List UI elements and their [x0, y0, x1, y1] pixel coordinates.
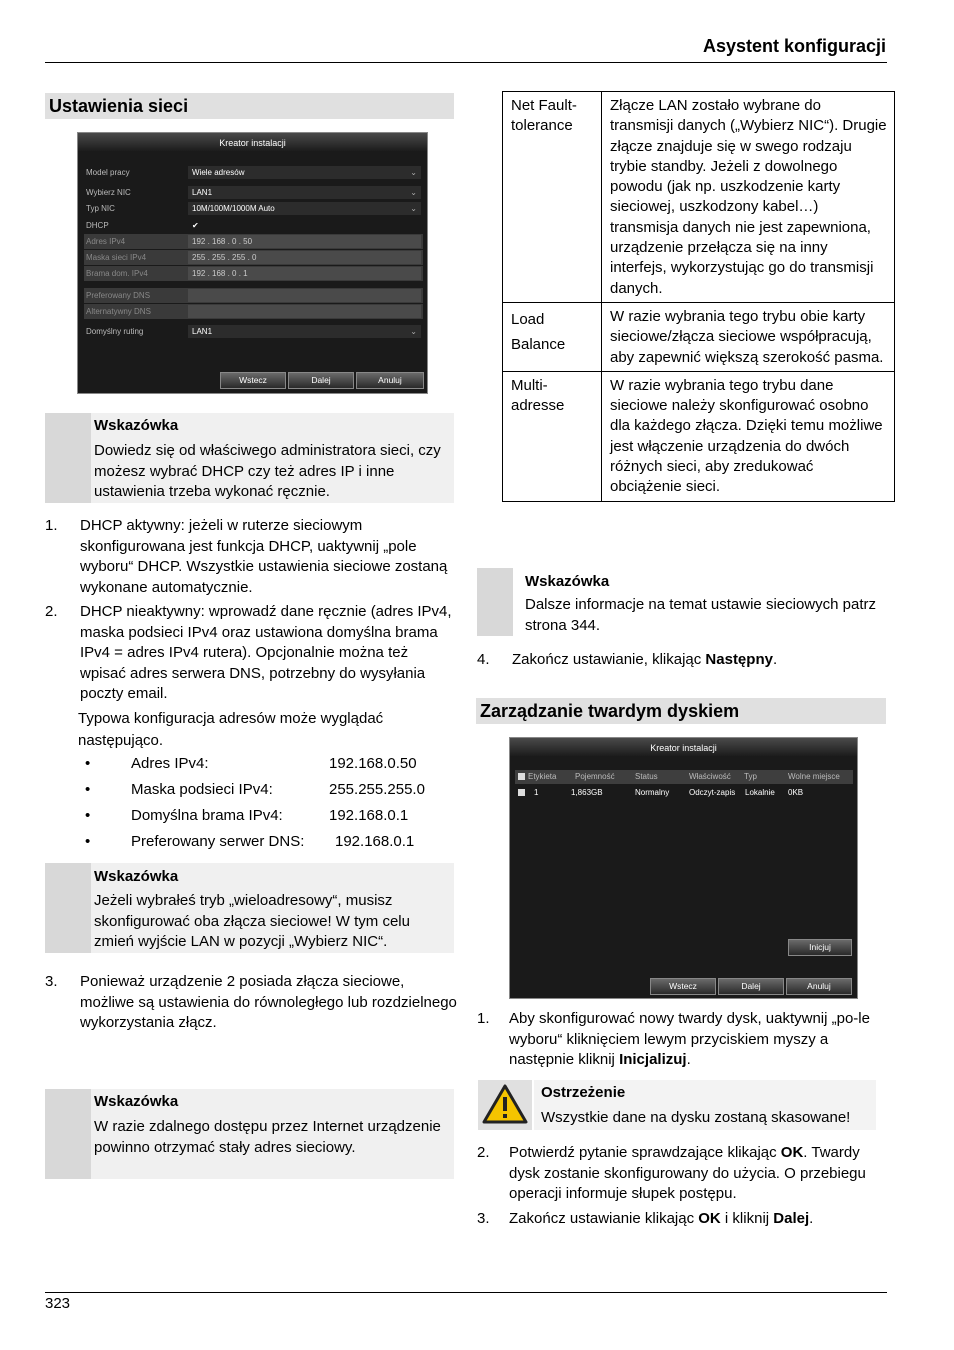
table-cell-key: Multi-adresse [503, 371, 602, 501]
list-item: Zakończ ustawianie, klikając Następny. [512, 651, 778, 668]
dvr-row-label: Typ NIC [86, 204, 115, 213]
table-cell: Lokalnie [745, 788, 775, 797]
dvr-row [84, 218, 423, 233]
column-header: Wolne miejsce [788, 772, 840, 781]
chevron-down-icon: ⌄ [410, 204, 417, 213]
bullet-key: Domyślna brama IPv4: [131, 807, 283, 824]
dvr-row-value: 192 . 168 . 0 . 50 [188, 235, 421, 248]
chevron-down-icon: ⌄ [410, 188, 417, 197]
dvr-row [84, 324, 423, 339]
warning-marker [478, 1080, 532, 1130]
list-number: 2. [477, 1144, 490, 1161]
page-number: 323 [45, 1295, 71, 1312]
list-number: 3. [477, 1210, 490, 1227]
table-row [503, 371, 895, 501]
tip-title: Wskazówka [94, 868, 179, 885]
bullet-value: 192.168.0.50 [329, 755, 417, 772]
dvr-row [84, 165, 423, 180]
list-number: 3. [45, 973, 58, 990]
table-cell: Normalny [635, 788, 670, 797]
dvr-row-value: LAN1 ⌄ [188, 325, 421, 338]
dhcp-checkbox: ✔ [192, 221, 199, 230]
dvr-hdd-screenshot [509, 737, 858, 999]
list-item: Ponieważ urządzenie 2 posiada złącza sieciowe, możliwe są ustawienia do równoległego lub rozdzielnego wykorzystania złącz. [80, 973, 457, 1031]
list-item: DHCP aktywny: jeżeli w ruterze sieciowym skonfigurowana jest funkcja DHCP, uaktywnij „pole wyboru“ DHCP. Wszystkie ustawienia sieciowe zostaną wykonane automatycznie. [80, 517, 448, 596]
dvr-row-value [188, 289, 421, 302]
table-cell-value: W razie wybrania tego trybu dane sieciowe należy skonfigurować osobno dla każdego złącza. Dzięki temu możliwe jest włączenie urządzenia do dwóch różnych sieci, aby zredukować obciążenie sieci. [602, 371, 895, 501]
numbered-list [477, 1009, 887, 1073]
table-row [515, 786, 853, 800]
dvr-row [84, 185, 423, 200]
dvr-title: Kreator instalacji [510, 738, 857, 756]
bullet-key: Preferowany serwer DNS: [131, 833, 305, 850]
checkbox [518, 773, 525, 780]
network-mode-table [502, 91, 895, 502]
bullet-value: 192.168.0.1 [335, 833, 415, 850]
tip-title: Wskazówka [94, 417, 179, 434]
dvr-row-label: Brama dom. IPv4 [86, 269, 148, 278]
warning-body: Wszystkie dane na dysku zostaną skasowane! [541, 1109, 851, 1126]
dvr-back-button: Wstecz [220, 372, 286, 389]
dvr-row [84, 304, 423, 319]
column-header: Pojemność [575, 772, 615, 781]
warning-icon [478, 1080, 532, 1130]
tip-marker [45, 413, 91, 503]
numbered-list [45, 972, 460, 1038]
dvr-row [84, 234, 423, 249]
table-row [503, 92, 895, 303]
dvr-row-label: DHCP [86, 221, 109, 230]
tip-box [477, 568, 887, 636]
table-cell: Odczyt-zapis [689, 788, 736, 797]
table-cell-value: W razie wybrania tego trybu obie karty sieciowe/złącza sieciowe współpracują, aby zapewnić większą szerokość pasma. [602, 302, 895, 371]
dvr-row-label: Wybierz NIC [86, 188, 131, 197]
dvr-next-button: Dalej [288, 372, 354, 389]
dvr-row-label: Domyślny ruting [86, 327, 144, 336]
column-header: Właściwość [689, 772, 731, 781]
list-number: 4. [477, 651, 490, 668]
tip-body: Dowiedz się od właściwego administratora sieci, czy możesz wybrać DHCP czy też adres IP i inne ustawienia trzeba wykonać ręcznie. [94, 442, 441, 500]
dvr-next-button: Dalej [718, 978, 784, 995]
dvr-cancel-button: Anuluj [786, 978, 852, 995]
column-header: Status [635, 772, 658, 781]
bullet: • [85, 781, 91, 798]
tip-box [45, 413, 454, 503]
list-number: 1. [45, 517, 58, 534]
tip-body: Jeżeli wybrałeś tryb „wieloadresowy“, musisz skonfigurować oba złącza sieciowe! W tym celu zmień wyjście LAN w pozycji „Wybierz NIC“. [94, 892, 410, 950]
dvr-init-button: Inicjuj [788, 939, 852, 956]
bullet-key: Adres IPv4: [131, 755, 209, 772]
table-cell: 1 [534, 788, 539, 797]
dvr-row-value: 10M/100M/1000M Auto ⌄ [188, 202, 421, 215]
page-header-title: Asystent konfiguracji [702, 36, 886, 56]
dvr-back-button: Wstecz [650, 978, 716, 995]
warning-title: Ostrzeżenie [541, 1084, 626, 1101]
chevron-down-icon: ⌄ [410, 168, 417, 177]
hdd-table-header [515, 770, 853, 784]
paragraph: Typowa konfiguracja adresów może wyglądać następująco. [78, 710, 384, 749]
table-cell: 1,863GB [571, 788, 603, 797]
dvr-cancel-button: Anuluj [356, 372, 424, 389]
table-cell-key: Net Fault-tolerance [503, 92, 602, 303]
dvr-row [84, 288, 423, 303]
dvr-title: Kreator instalacji [78, 133, 427, 151]
tip-box [45, 1089, 454, 1179]
tip-marker [477, 568, 513, 636]
column-header: Typ [744, 772, 757, 781]
list-item: Potwierdź pytanie sprawdzające klikając OK. Twardy dysk zostanie skonfigurowany do użycia. O przebiegu operacji informuje słupek postępu. [509, 1144, 866, 1202]
section-title-network: Ustawienia sieci [45, 93, 454, 119]
dvr-row-label: Preferowany DNS [86, 291, 151, 300]
dvr-row-value: Wiele adresów ⌄ [188, 166, 421, 179]
bullet-list [85, 755, 455, 855]
dvr-row [84, 250, 423, 265]
dvr-row-label: Model pracy [86, 168, 130, 177]
tip-title: Wskazówka [525, 573, 610, 590]
numbered-list [45, 516, 460, 716]
dvr-row-value [188, 305, 421, 318]
tip-marker [45, 863, 91, 953]
warning-box [534, 1080, 876, 1130]
tip-body: Dalsze informacje na temat ustawie sieciowych patrz strona 344. [525, 596, 876, 634]
tip-title: Wskazówka [94, 1093, 179, 1110]
table-cell-value: Złącze LAN zostało wybrane do transmisji danych („Wybierz NIC“). Drugie złącze znajduje się w swego rodzaju trybie standby. Jeżeli z dowolnego powodu (jak np. uszkodzenie karty sieciowej, uszkodzony kabel…) transmisja danych nie jest zapewniona, urządzenie przełącza się na inny interfejs, wykorzystując go do transmisji danych. [602, 92, 895, 303]
dvr-row [84, 201, 423, 216]
bullet-key: Maska podsieci IPv4: [131, 781, 273, 798]
dvr-network-screenshot [77, 132, 428, 394]
table-cell: 0KB [788, 788, 804, 797]
numbered-list [477, 650, 887, 672]
table-row [503, 302, 895, 371]
header-divider [45, 62, 887, 63]
bullet-value: 192.168.0.1 [329, 807, 409, 824]
bullet: • [85, 807, 91, 824]
dvr-row [84, 266, 423, 281]
tip-body: W razie zdalnego dostępu przez Internet urządzenie powinno otrzymać stały adres sieciowy. [94, 1118, 441, 1156]
dvr-row-value: 255 . 255 . 255 . 0 [188, 251, 421, 264]
bullet: • [85, 755, 91, 772]
numbered-list [477, 1209, 887, 1231]
dvr-row-label: Adres IPv4 [86, 237, 126, 246]
bullet-value: 255.255.255.0 [329, 781, 425, 798]
section-title-hdd: Zarządzanie twardym dyskiem [476, 698, 886, 724]
column-header: Etykieta [528, 772, 557, 781]
checkbox [518, 789, 525, 796]
numbered-list [477, 1143, 887, 1207]
tip-marker [45, 1089, 91, 1179]
chevron-down-icon: ⌄ [410, 327, 417, 336]
list-item: Aby skonfigurować nowy twardy dysk, uaktywnij „po-le wyboru“ kliknięciem lewym przyciskiem myszy a następnie kliknij Inicjalizuj. [509, 1010, 870, 1068]
list-number: 2. [45, 603, 58, 620]
footer-divider [45, 1292, 887, 1293]
tip-box [45, 863, 454, 953]
list-item: DHCP nieaktywny: wprowadź dane ręcznie (adres IPv4, maska podsieci IPv4 oraz ustawiona domyślna brama IPv4 = adres IPv4 rutera). Opcjonalnie można też wpisać adres serwera DNS, potrzebny do wysyłania poczty email. [80, 603, 452, 702]
dvr-row-label: Maska sieci IPv4 [86, 253, 147, 262]
dvr-row-value: LAN1 ⌄ [188, 186, 421, 199]
dvr-row-label: Alternatywny DNS [86, 307, 151, 316]
dvr-row-value: 192 . 168 . 0 . 1 [188, 267, 421, 280]
list-item: Zakończ ustawianie klikając OK i kliknij Dalej. [509, 1210, 814, 1227]
bullet: • [85, 833, 91, 850]
list-number: 1. [477, 1010, 490, 1027]
table-cell-key: Load Balance [503, 302, 602, 371]
